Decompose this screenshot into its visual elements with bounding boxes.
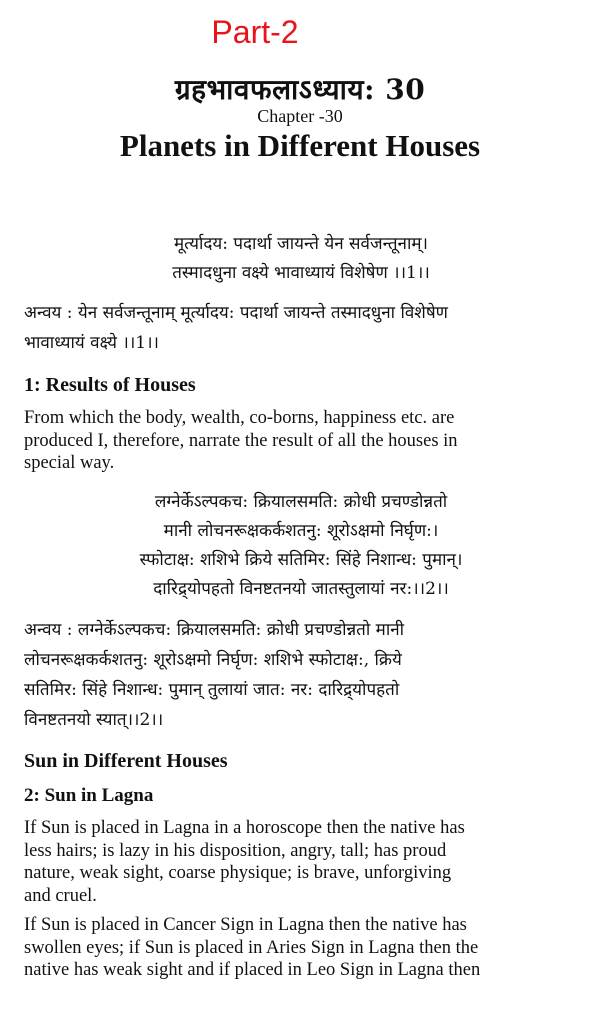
text-line: swollen eyes; if Sun is placed in Aries Sign in Lagna then the: [24, 937, 479, 958]
anvaya-line: विनष्टतनयो स्यात्।।2।।: [24, 710, 164, 730]
part-label: Part-2: [211, 14, 299, 50]
verse-line: लग्नेर्केऽल्पकच: क्रियालसमति: क्रोधी प्रचण्डोन्नतो: [154, 492, 448, 512]
verse-line: स्फोटाक्ष: शशिभे क्रिये सतिमिर: सिंहे निशान्ध: पुमान्।: [139, 550, 463, 570]
anvaya-1: [24, 298, 578, 358]
paragraph-results-of-houses: [24, 407, 578, 475]
text-line: produced I, therefore, narrate the result of all the houses in: [24, 430, 458, 451]
text-line: nature, weak sight, coarse physique; is brave, unforgiving: [24, 863, 452, 883]
verse-line: मूर्त्यादय: पदार्था जायन्ते येन सर्वजन्तूनाम्।: [174, 234, 428, 254]
text-line: If Sun is placed in Cancer Sign in Lagna then the native has: [24, 915, 467, 935]
verse-line: मानी लोचनरूक्षकर्कशतनु: शूरोऽक्षमो निर्घृण:।: [163, 521, 439, 541]
anvaya-line: भावाध्यायं वक्ष्ये ।।1।।: [24, 333, 159, 353]
verse-line: दारिद्र्योपहतो विनष्टतनयो जातस्तुलायां नर:।।2।।: [153, 579, 449, 599]
verse-line: तस्मादधुना वक्ष्ये भावाध्यायं विशेषेण ।।1।।: [172, 263, 430, 283]
chapter-label: Chapter -30: [257, 106, 343, 126]
text-line: special way.: [24, 453, 115, 473]
anvaya-line: अन्वय : लग्नेर्केऽल्पकच: क्रियालसमति: क्रोधी प्रचण्डोन्नतो मानी: [24, 620, 405, 640]
section-heading-sun-in-houses: Sun in Different Houses: [24, 750, 228, 772]
text-line: If Sun is placed in Lagna in a horoscope then the native has: [24, 818, 465, 838]
sanskrit-chapter-title: ग्रहभावफलाऽध्याय: 30: [174, 73, 426, 106]
verse-2: [24, 488, 578, 604]
section-heading-results-of-houses: 1: Results of Houses: [24, 374, 196, 396]
text-line: and cruel.: [24, 885, 97, 906]
text-line: less hairs; is lazy in his disposition, angry, tall; has proud: [24, 840, 447, 861]
subheading-sun-in-lagna: 2: Sun in Lagna: [24, 785, 154, 806]
anvaya-2: [24, 615, 578, 735]
paragraph-sun-in-signs: [24, 914, 578, 982]
paragraph-sun-in-lagna: [24, 817, 578, 907]
chapter-title: Planets in Different Houses: [119, 128, 481, 163]
anvaya-line: लोचनरूक्षकर्कशतनु: शूरोऽक्षमो निर्घृण: शशिभे स्फोटाक्ष:, क्रिये: [24, 650, 402, 670]
anvaya-line: अन्वय : येन सर्वजन्तूनाम् मूर्त्यादय: पदार्था जायन्ते तस्मादधुना विशेषेण: [24, 303, 448, 323]
text-line: native has weak sight and if placed in Leo Sign in Lagna then: [24, 960, 481, 980]
verse-1: [24, 230, 578, 288]
text-line: From which the body, wealth, co-borns, happiness etc. are: [24, 408, 455, 428]
anvaya-line: सतिमिर: सिंहे निशान्ध: पुमान् तुलायां जात: नर: दारिद्र्योपहतो: [24, 680, 400, 700]
